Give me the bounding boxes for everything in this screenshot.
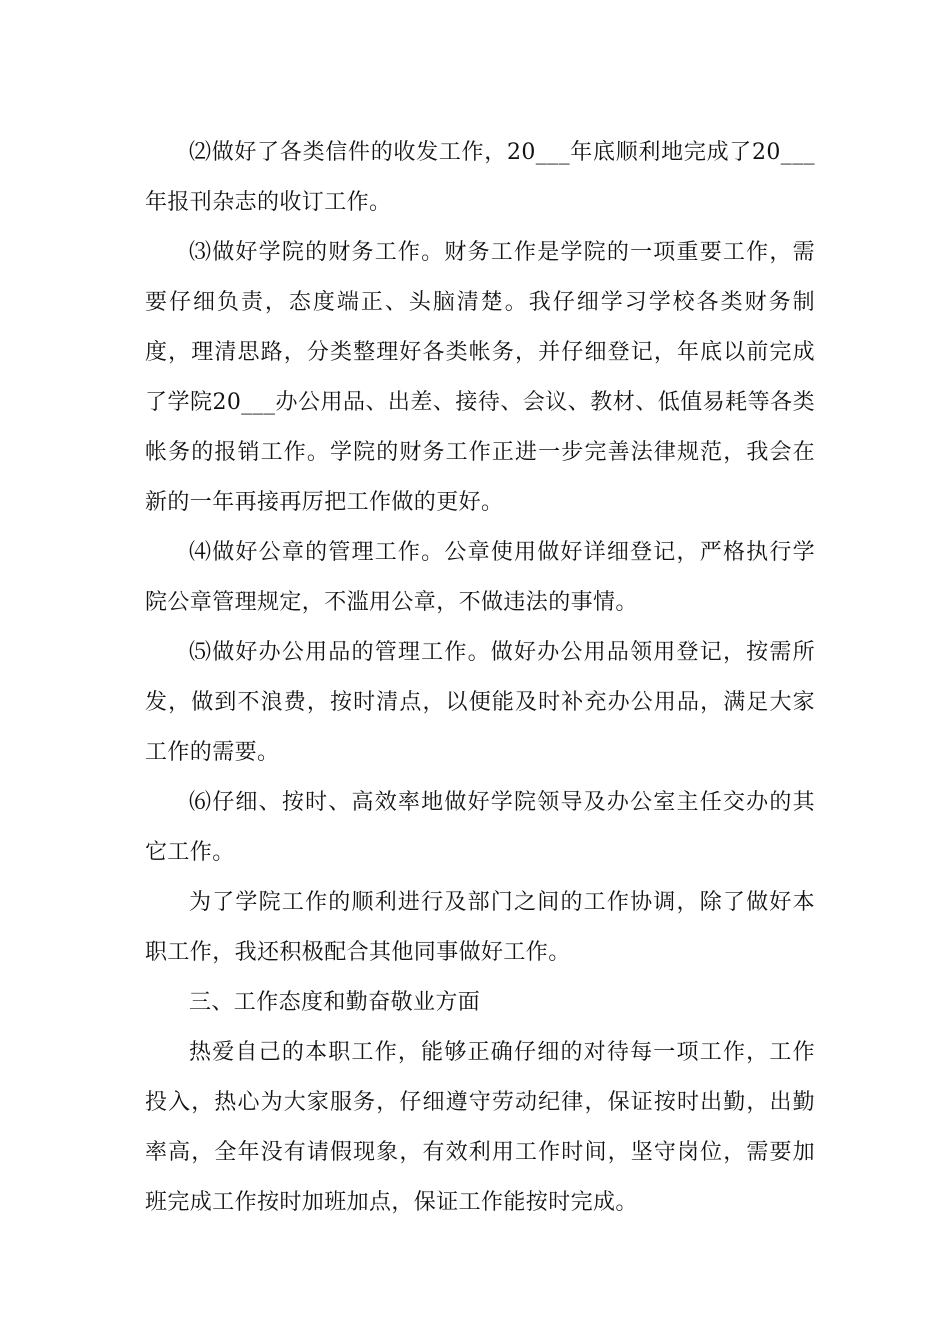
paragraph-cooperation: 为了学院工作的顺利进行及部门之间的工作协调，除了做好本职工作，我还积极配合其他同事做好工作。 [145,890,815,965]
section-heading: 三、工作态度和勤奋敬业方面 [189,990,481,1015]
paragraph-other-tasks: ⑹仔细、按时、高效率地做好学院领导及办公室主任交办的其它工作。 [145,790,815,865]
paragraph-attitude: 热爱自己的本职工作，能够正确仔细的对待每一项工作，工作投入，热心为大家服务，仔细遵守劳动纪律，保证按时出勤，出勤率高，全年没有请假现象，有效利用工作时间，坚守岗位，需要加班完成工作按时加班加点，保证工作能按时完成。 [145,1040,815,1215]
paragraph-letters: ⑵做好了各类信件的收发工作，20___年底顺利地完成了20___年报刊杂志的收订工作。 [145,140,815,215]
document-body [145,128,815,1228]
paragraph-finance: ⑶做好学院的财务工作。财务工作是学院的一项重要工作，需要仔细负责，态度端正、头脑清楚。我仔细学习学校各类财务制度，理清思路，分类整理好各类帐务，并仔细登记，年底以前完成了学院20___办公用品、出差、接待、会议、教材、低值易耗等各类帐务的报销工作。学院的财务工作正进一步完善法律规范，我会在新的一年再接再厉把工作做的更好。 [145,240,815,515]
paragraph-office-supplies: ⑸做好办公用品的管理工作。做好办公用品领用登记，按需所发，做到不浪费，按时清点，以便能及时补充办公用品，满足大家工作的需要。 [145,640,815,765]
paragraph-seal: ⑷做好公章的管理工作。公章使用做好详细登记，严格执行学院公章管理规定，不滥用公章，不做违法的事情。 [145,540,815,615]
